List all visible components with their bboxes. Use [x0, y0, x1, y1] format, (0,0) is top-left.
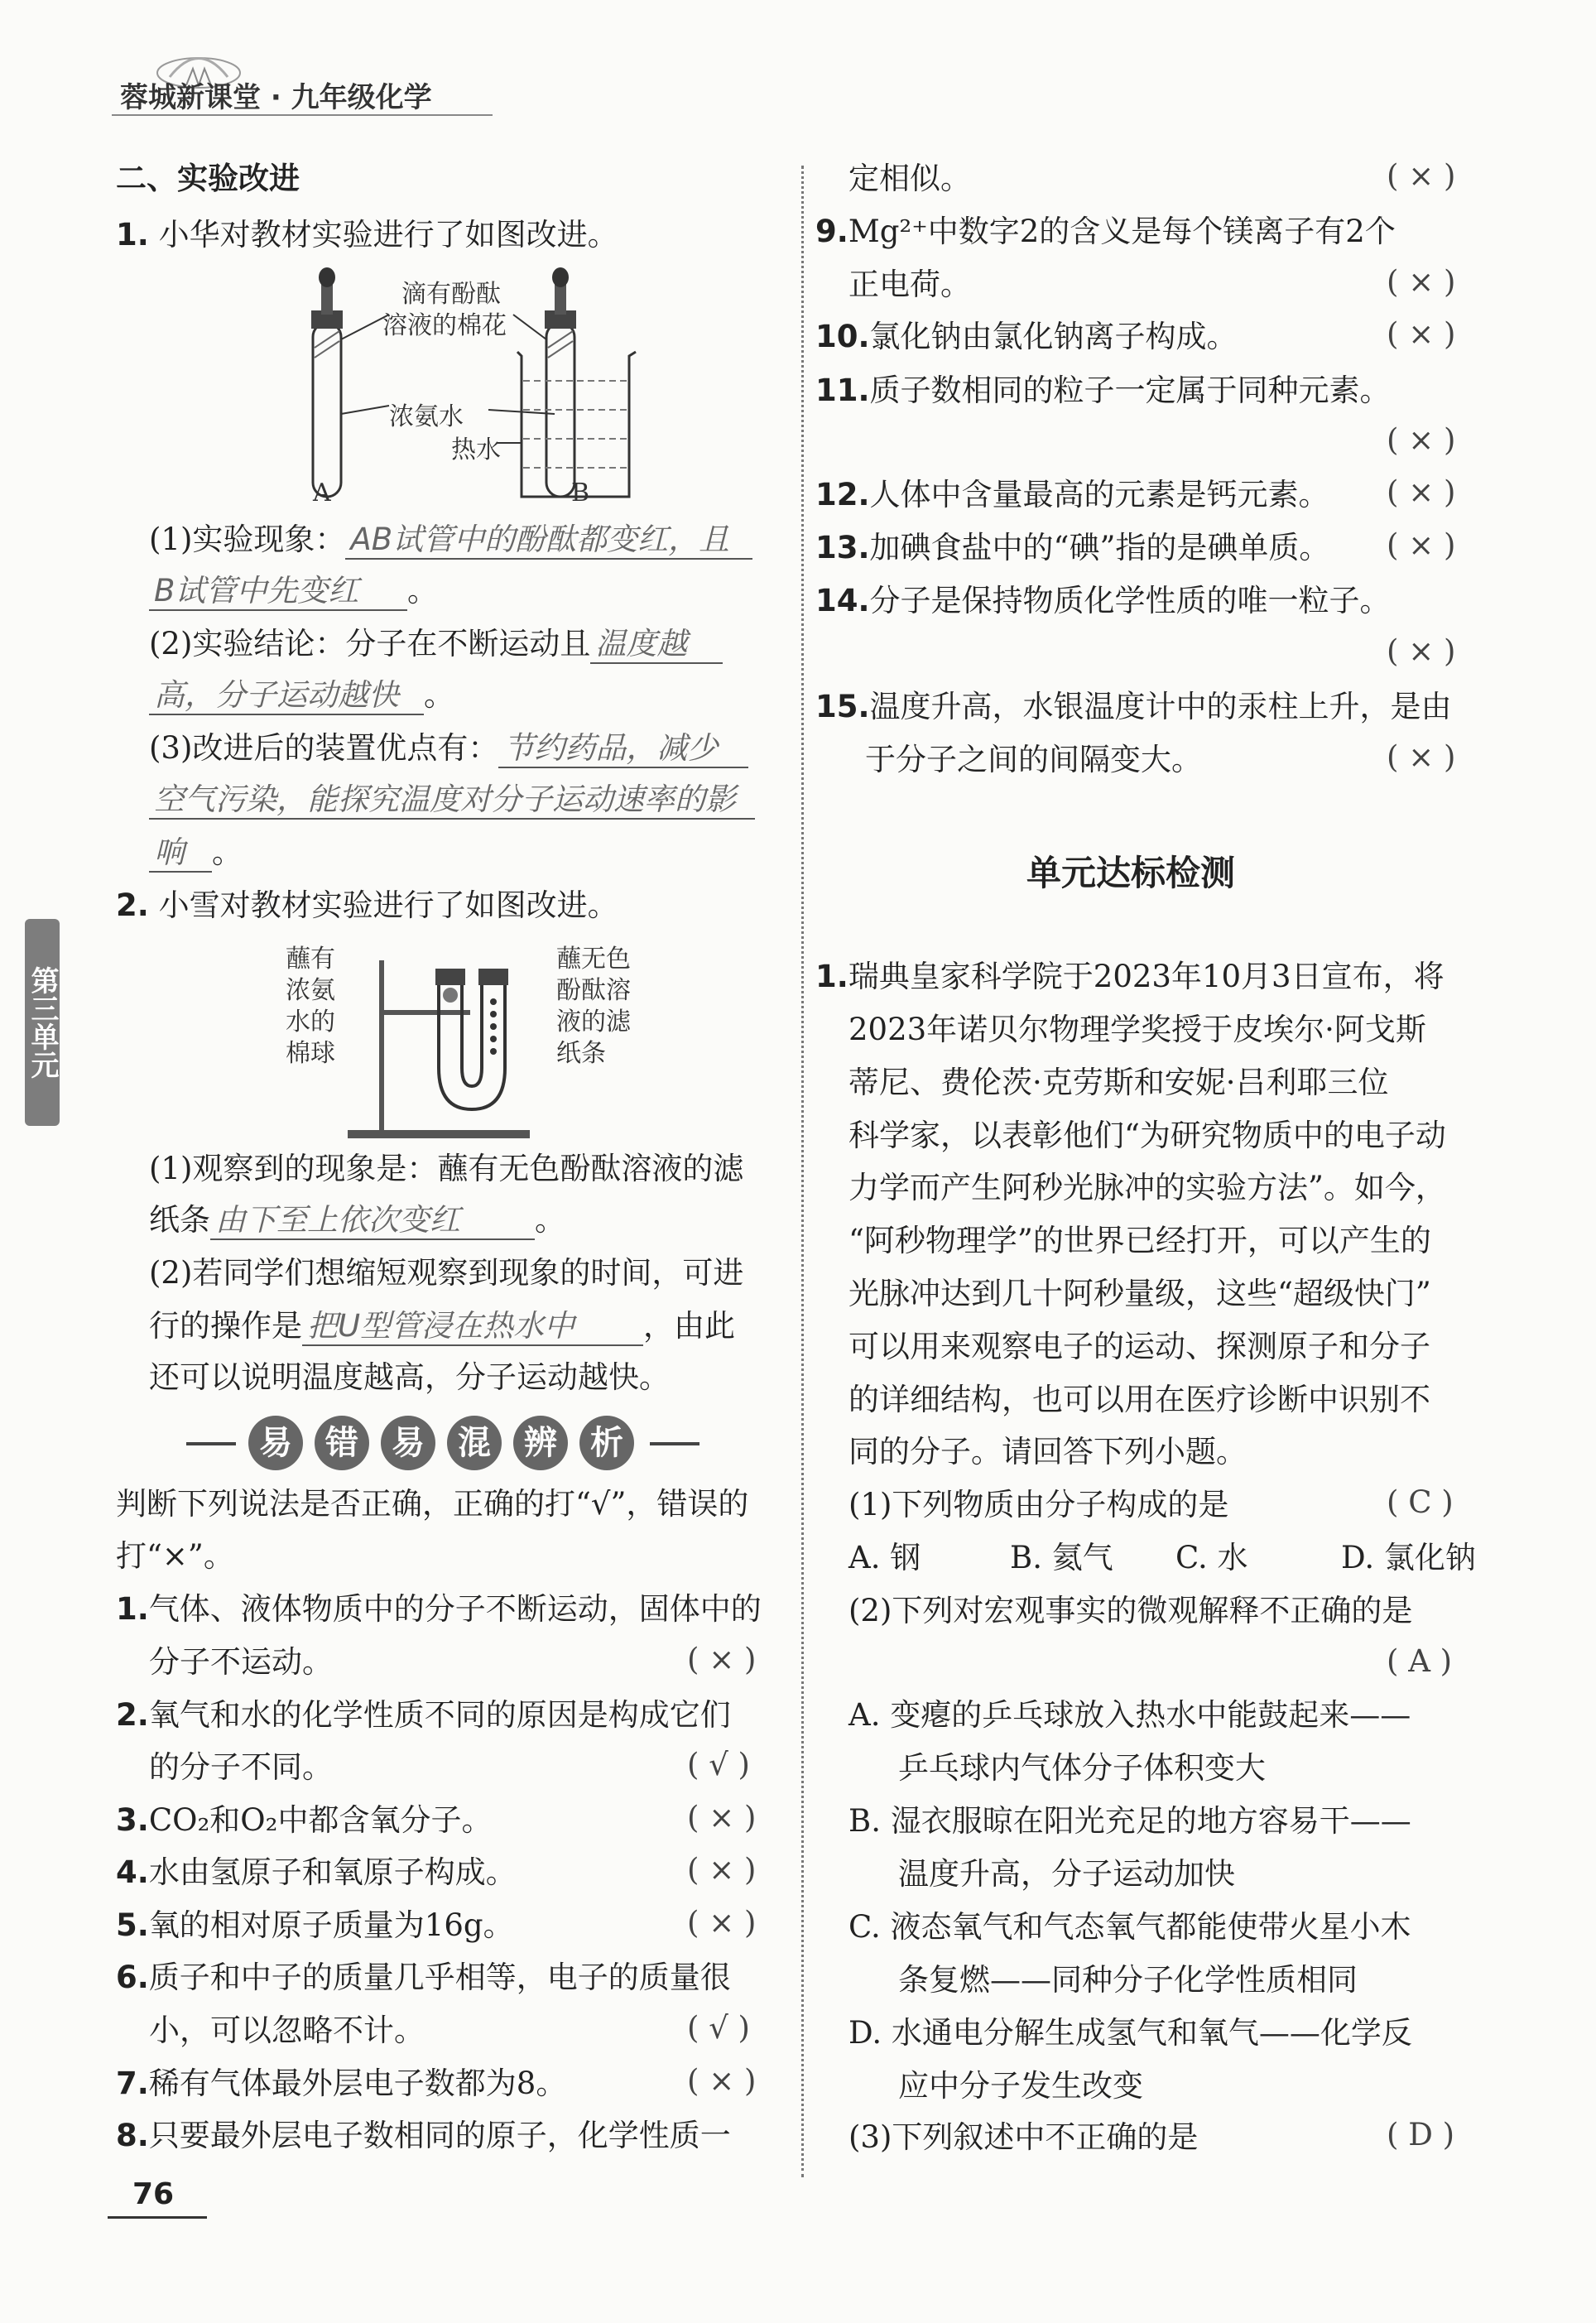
q1-sub3-answer-a: 节约药品，减少	[498, 730, 748, 768]
judge-item-1-text: 气体、液体物质中的分子不断运动，固体中的	[148, 1591, 762, 1627]
q1-sub2-end: 。	[424, 677, 454, 713]
banner-dash-left	[186, 1442, 236, 1445]
page-number: 76	[132, 2177, 175, 2211]
rq1-sub2-option-d-line1: D. 水通电分解生成氢气和氧气——化学反	[848, 2015, 1412, 2051]
rq1-sub1-option-a: A. 钢	[848, 1540, 921, 1575]
judge-item-5-text: 氧的相对原子质量为16g。	[148, 1907, 514, 1943]
q1-sub1-line2	[149, 573, 438, 611]
rq1-line-7: 光脉冲达到几十阿秒量级，这些“超级快门”	[848, 1276, 1431, 1311]
figure-u-tube	[348, 944, 538, 1142]
rq1-sub3: (3)下列叙述中不正确的是	[848, 2119, 1199, 2155]
judge-item-11	[815, 373, 1391, 409]
banner-dash-right	[650, 1442, 699, 1445]
judge-item-15-num: 15.	[815, 689, 870, 724]
judge-item-7-text: 稀有气体最外层电子数都为8。	[148, 2066, 567, 2101]
judge-item-14-text: 分子是保持物质化学性质的唯一粒子。	[869, 583, 1391, 618]
judge-item-11-mark: ( × )	[1387, 422, 1456, 458]
judge-item-1-line1	[116, 1591, 762, 1628]
unit-side-tab: 第三单元	[25, 919, 60, 1126]
q2-sub1-line1: (1)观察到的现象是：蘸有无色酚酞溶液的滤	[149, 1151, 744, 1186]
q2-left-label-4: 棉球	[286, 1039, 335, 1068]
judge-item-11-num: 11.	[815, 373, 870, 408]
rq1-sub3-mark: ( D )	[1387, 2117, 1455, 2152]
judge-item-9-text: Mg²⁺中数字2的含义是每个镁离子有2个	[848, 214, 1396, 249]
banner-char-6: 析	[579, 1416, 634, 1470]
rq1-line-2: 2023年诺贝尔物理学奖授于皮埃尔·阿戈斯	[848, 1012, 1426, 1047]
q2-stem	[116, 887, 618, 924]
rq1-line-1	[815, 959, 1445, 995]
rq1-number: 1.	[815, 959, 848, 994]
judge-item-15-mark: ( × )	[1387, 739, 1456, 775]
judge-item-8-mark: ( × )	[1387, 158, 1456, 194]
judge-item-6-line1	[116, 1960, 731, 1996]
q2-sub1-line2	[149, 1202, 565, 1240]
judge-item-6-text: 质子和中子的质量几乎相等，电子的质量很	[148, 1960, 731, 1995]
judge-item-15-text: 温度升高，水银温度计中的汞柱上升，是由	[869, 689, 1452, 724]
judge-item-2-line2: 的分子不同。	[149, 1749, 333, 1785]
rq1-sub1-option-c: C. 水	[1175, 1540, 1248, 1575]
page-number-rule	[108, 2216, 207, 2219]
q1-sub3-answer-c: 响	[149, 834, 212, 873]
q1-sub3-line1	[149, 730, 748, 768]
judge-item-3-mark: ( × )	[687, 1800, 757, 1835]
judge-item-12-text: 人体中含量最高的元素是钙元素。	[869, 477, 1329, 512]
judge-item-14-num: 14.	[815, 583, 870, 618]
judge-item-1-line2: 分子不运动。	[149, 1644, 333, 1680]
q1-sub2-answer-b: 高，分子运动越快	[149, 677, 424, 715]
judge-intro-1: 判断下列说法是否正确，正确的打“√”，错误的	[116, 1486, 749, 1522]
q2-left-label-1: 蘸有	[286, 945, 335, 974]
banner-char-4: 混	[447, 1416, 502, 1470]
judge-item-4-mark: ( × )	[687, 1852, 757, 1888]
q1-number: 1.	[116, 217, 149, 252]
q1-sub2-prefix: (2)实验结论：分子在不断运动且	[149, 626, 591, 661]
judge-item-2-num: 2.	[116, 1697, 149, 1733]
q2-sub1-prefix: 纸条	[149, 1202, 210, 1238]
q1-sub3-line3	[149, 834, 243, 873]
rq1-line-6: “阿秒物理学”的世界已经打开，可以产生的	[848, 1223, 1431, 1258]
judge-item-6-mark: ( √ )	[687, 2010, 750, 2046]
judge-item-4-num: 4.	[116, 1854, 149, 1890]
judge-item-9-mark: ( × )	[1387, 264, 1456, 300]
section-title-unit-test: 单元达标检测	[1026, 853, 1236, 893]
judge-item-7-num: 7.	[116, 2066, 149, 2101]
label-ammonia: 浓氨水	[389, 402, 464, 431]
rq1-sub2: (2)下列对宏观事实的微观解释不正确的是	[848, 1593, 1413, 1628]
judge-item-10-text: 氯化钠由氯化钠离子构成。	[869, 319, 1238, 354]
judge-item-1-mark: ( × )	[687, 1642, 757, 1677]
judge-item-13-num: 13.	[815, 530, 870, 565]
q2-number: 2.	[116, 887, 149, 923]
label-cotton-2: 溶液的棉花	[382, 311, 507, 340]
judge-item-13-text: 加碘食盐中的“碘”指的是碘单质。	[869, 530, 1330, 565]
q1-sub3-prefix: (3)改进后的装置优点有：	[149, 730, 499, 766]
judge-item-14-mark: ( × )	[1387, 633, 1456, 669]
judge-item-15-line2: 于分子之间的间隔变大。	[865, 742, 1202, 777]
judge-item-2-line1	[116, 1697, 731, 1734]
rq1-sub2-option-c-line1: C. 液态氧气和气态氧气都能使带火星小木	[848, 1909, 1411, 1945]
judge-item-11-text: 质子数相同的粒子一定属于同种元素。	[869, 373, 1391, 408]
q2-sub2-line2	[149, 1308, 735, 1346]
banner-char-1: 易	[248, 1416, 303, 1470]
judge-item-9-line1	[815, 214, 1396, 250]
q1-sub2-line2	[149, 677, 454, 715]
q1-sub2-line1	[149, 626, 723, 664]
error-analysis-banner	[186, 1412, 716, 1478]
q2-sub1-end: 。	[535, 1202, 565, 1238]
rq1-sub1-option-b: B. 氦气	[1010, 1540, 1113, 1575]
banner-char-3: 易	[381, 1416, 435, 1470]
q1-sub1-end: 。	[407, 573, 438, 608]
judge-item-13-mark: ( × )	[1387, 527, 1456, 563]
page-header	[112, 65, 493, 123]
judge-item-4	[116, 1854, 517, 1891]
q2-sub2-line3: 还可以说明温度越高，分子运动越快。	[149, 1359, 670, 1395]
rq1-sub2-option-b-line2: 温度升高，分子运动加快	[898, 1856, 1235, 1892]
judge-item-1-num: 1.	[116, 1591, 149, 1627]
judge-item-8-line2: 定相似。	[848, 161, 971, 196]
rq1-sub2-option-a-line1: A. 变瘪的乒乓球放入热水中能鼓起来——	[848, 1697, 1411, 1733]
banner-char-5: 辨	[513, 1416, 568, 1470]
judge-item-8-text: 只要最外层电子数相同的原子，化学性质一	[148, 2118, 731, 2153]
rq1-sub2-option-a-line2: 乒乓球内气体分子体积变大	[898, 1750, 1266, 1786]
judge-item-6-num: 6.	[116, 1960, 149, 1995]
q1-sub1-prefix: (1)实验现象：	[149, 522, 346, 557]
rq1-line-5: 力学而产生阿秒光脉冲的实验方法”。如今，	[848, 1170, 1446, 1205]
q2-sub2-prefix: 行的操作是	[149, 1308, 302, 1344]
rq1-sub1-mark: ( C )	[1387, 1484, 1454, 1520]
label-cotton-1: 滴有酚酞	[401, 280, 501, 309]
q2-stem-text: 小雪对教材实验进行了如图改进。	[158, 887, 618, 923]
judge-item-15-line1	[815, 689, 1452, 725]
q2-right-label	[556, 944, 631, 1070]
rq1-line-4: 科学家，以表彰他们“为研究物质中的电子动	[848, 1118, 1446, 1153]
judge-item-13	[815, 530, 1329, 566]
banner-char-2: 错	[315, 1416, 369, 1470]
q2-left-label-3: 水的	[286, 1008, 335, 1036]
q1-stem-text: 小华对教材实验进行了如图改进。	[158, 217, 618, 252]
section-title-experiment: 二、实验改进	[116, 161, 300, 196]
rq1-sub2-option-b-line1: B. 湿衣服晾在阳光充足的地方容易干——	[848, 1803, 1411, 1839]
label-hot-water: 热水	[451, 435, 501, 464]
test-tube-a	[311, 267, 343, 497]
q1-sub1-line1	[149, 522, 752, 560]
judge-item-14	[815, 583, 1391, 619]
judge-item-5-num: 5.	[116, 1907, 149, 1943]
rq1-line-8: 可以用来观察电子的运动、探测原子和分子	[848, 1329, 1430, 1364]
q2-left-label-2: 浓氨	[286, 976, 335, 1005]
judge-item-8	[116, 2118, 731, 2154]
judge-item-12-mark: ( × )	[1387, 474, 1456, 510]
q1-sub3-answer-b: 空气污染，能探究温度对分子运动速率的影	[149, 782, 755, 820]
q2-sub2-line1: (2)若同学们想缩短观察到现象的时间，可进	[149, 1255, 744, 1291]
q1-sub2-answer-a: 温度越	[590, 626, 723, 664]
judge-item-3	[116, 1802, 492, 1839]
q2-right-label-3: 液的滤	[556, 1008, 631, 1036]
judge-item-10-num: 10.	[815, 319, 870, 354]
test-tube-b	[545, 267, 576, 497]
judge-item-3-num: 3.	[116, 1802, 149, 1838]
judge-item-9-line2: 正电荷。	[848, 267, 971, 302]
label-tube-b: B	[571, 479, 590, 507]
judge-item-12	[815, 477, 1329, 513]
q2-sub2-end: ，由此	[643, 1308, 735, 1344]
rq1-line-3: 蒂尼、费伦茨·克劳斯和安妮·吕利耶三位	[848, 1065, 1389, 1100]
judge-item-8-num: 8.	[116, 2118, 149, 2153]
judge-item-7	[116, 2066, 566, 2102]
q1-sub3-line2	[149, 782, 755, 820]
q2-right-label-4: 纸条	[556, 1039, 606, 1068]
rq1-line-10: 同的分子。请回答下列小题。	[848, 1434, 1247, 1469]
header-title: 蓉城新课堂 · 九年级化学	[120, 81, 432, 114]
rq1-line-9: 的详细结构，也可以用在医疗诊断中识别不	[848, 1382, 1430, 1417]
label-tube-a: A	[313, 479, 331, 507]
judge-intro-2: 打“×”。	[116, 1538, 234, 1574]
header-rule	[112, 114, 493, 116]
rq1-sub2-option-d-line2: 应中分子发生改变	[898, 2068, 1143, 2104]
judge-item-6-line2: 小，可以忽略不计。	[149, 2013, 425, 2048]
q1-sub1-answer-a: AB试管中的酚酞都变红，且	[345, 522, 752, 560]
q2-right-label-1: 蘸无色	[556, 945, 631, 974]
judge-item-9-num: 9.	[815, 214, 848, 249]
q2-sub2-answer: 把U型管浸在热水中	[302, 1308, 643, 1346]
q1-sub3-end: 。	[212, 834, 243, 870]
q1-stem	[116, 217, 618, 253]
rq1-sub1-option-d: D. 氯化钠	[1341, 1540, 1476, 1575]
judge-item-10-mark: ( × )	[1387, 316, 1456, 352]
judge-item-7-mark: ( × )	[687, 2063, 757, 2099]
q2-sub1-answer: 由下至上依次变红	[210, 1202, 535, 1240]
beaker	[517, 352, 636, 497]
judge-item-3-text: CO₂和O₂中都含氧分子。	[148, 1802, 493, 1838]
rq1-sub2-option-c-line2: 条复燃——同种分子化学性质相同	[898, 1962, 1358, 1998]
judge-item-5	[116, 1907, 514, 1944]
judge-item-10	[815, 319, 1238, 355]
judge-item-5-mark: ( × )	[687, 1905, 757, 1941]
rq1-sub1: (1)下列物质由分子构成的是	[848, 1487, 1229, 1522]
judge-item-12-num: 12.	[815, 477, 870, 512]
q1-sub1-answer-b: B试管中先变红	[149, 573, 407, 611]
judge-item-2-text: 氧气和水的化学性质不同的原因是构成它们	[148, 1697, 731, 1733]
rq1-sub2-mark: ( A )	[1387, 1643, 1453, 1679]
q2-right-label-2: 酚酞溶	[556, 976, 631, 1005]
rq1-text-1: 瑞典皇家科学院于2023年10月3日宣布，将	[848, 959, 1445, 994]
column-divider	[801, 166, 804, 2177]
judge-item-4-text: 水由氢原子和氧原子构成。	[148, 1854, 517, 1890]
q2-left-label	[286, 944, 335, 1070]
judge-item-2-mark: ( √ )	[687, 1747, 750, 1782]
